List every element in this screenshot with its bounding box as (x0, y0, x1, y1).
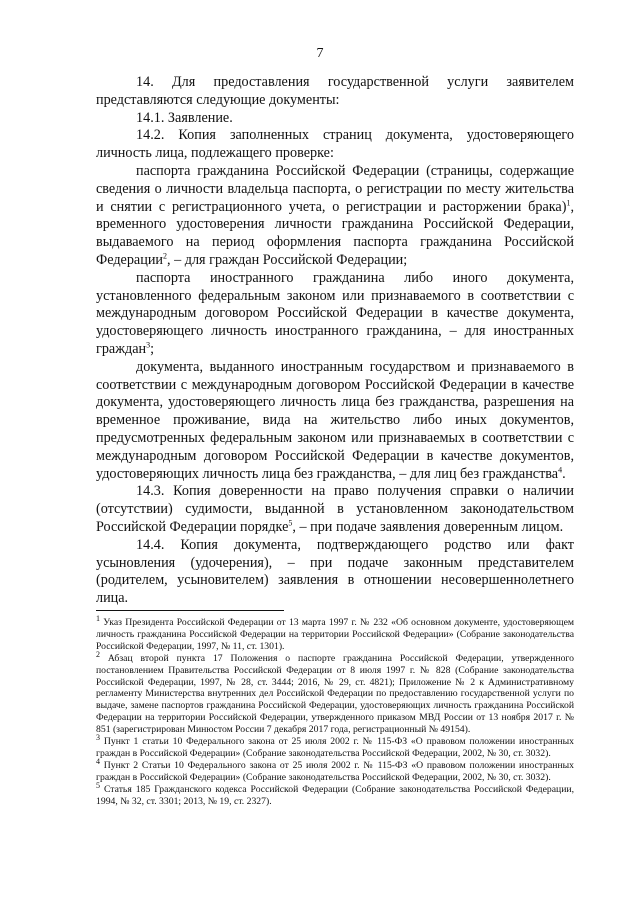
paragraph-stateless-document (96, 359, 574, 484)
paragraph-text: паспорта иностранного гражданина либо иного документа, установленного федеральным законом или признаваемого в соответствии с международным договором Российской Федерации в качестве документа, удостоверяющего личность иностранного гражданина, – для иностранных граждан (96, 269, 574, 357)
footnote-number: 2 (96, 649, 100, 659)
footnote-text: Абзац второй пункта 17 Положения о паспорте гражданина Российской Федерации, утвержденного постановлением Правительства Российской Федерации от 8 июля 1997 г. № 828 (Собрание законодательства Российской Федерации, 1997, № 28, ст. 3444; 2016, № 29, ст. 4821); Приложение № 2 к Административному регламенту Министерства внутренних дел Российской Федерации по предоставлению государственной услуги по выдаче, замене паспортов гражданина Российской Федерации, удостоверяющих личность гражданина Российской Федерации на территории Российской Федерации, утвержденного приказом МВД России от 13 ноября 2017 г. № 851 (зарегистрирован Минюстом России 7 декабря 2017 года, регистрационный № 49154). (96, 652, 574, 736)
paragraph-suffix: . (562, 465, 566, 482)
page-number: 7 (316, 46, 324, 61)
paragraph-14-1: 14.1. Заявление. (136, 109, 233, 126)
footnote-text: Пункт 1 статьи 10 Федерального закона от 25 июля 2002 г. № 115-ФЗ «О правовом положении иностранных граждан в Российской Федерации» (Собрание законодательства Российской Федерации, 2002, № 30, ст. 3032). (96, 736, 575, 759)
footnote-number: 5 (96, 780, 100, 790)
paragraph-14: 14. Для предоставления государственной услуги заявителем представляются следующие документы: (96, 74, 574, 108)
footnote-number: 3 (96, 732, 100, 742)
footnote-number: 1 (96, 613, 100, 623)
footnotes (96, 613, 575, 808)
paragraph-text: временного удостоверения личности гражданина Российской Федерации, выдаваемого на период оформления паспорта гражданина Российской Федерации (96, 216, 574, 268)
paragraph-suffix: ; (150, 340, 155, 357)
footnote-ref-2: 2 (163, 251, 168, 261)
paragraph-text: паспорта гражданина Российской Федерации (страницы, содержащие сведения о личности владельца паспорта, о регистрации по месту жительства и снятии с регистрационного учета, о регистрации и расторжении брака) (96, 162, 574, 215)
footnote-ref-4: 4 (558, 464, 563, 474)
footnote-5 (96, 780, 575, 808)
body-text (96, 74, 574, 608)
footnote-ref-5: 5 (288, 518, 293, 528)
footnote-2 (96, 649, 574, 736)
footnote-ref-3: 3 (146, 340, 151, 350)
footnote-text: Указ Президента Российской Федерации от 13 марта 1997 г. № 232 «Об основном документе, удостоверяющем личность гражданина Российской Федерации на территории Российской Федерации» (Собрание законодательства Российской Федерации, 1997, № 11, ст. 1301). (96, 617, 574, 652)
footnote-4 (96, 756, 574, 784)
paragraph-foreign-passport (96, 270, 574, 359)
paragraph-text: 14.3. Копия доверенности на право получения справки о наличии (отсутствии) судимости, выданной в установленном законодательством Российской Федерации порядке (96, 483, 574, 535)
paragraph-suffix: , – при подаче заявления доверенным лицом. (292, 518, 564, 535)
footnote-number: 4 (96, 756, 100, 766)
footnote-3 (96, 732, 575, 760)
paragraph-suffix: , – для граждан Российской Федерации; (167, 251, 408, 268)
paragraph-suffix: , (570, 198, 574, 215)
paragraph-14-3 (96, 483, 574, 536)
paragraph-14-2: 14.2. Копия заполненных страниц документа, удостоверяющего личность лица, подлежащего проверке: (96, 127, 574, 162)
paragraph-russian-passport (96, 163, 574, 270)
paragraph-text: документа, выданного иностранным государством и признаваемого в соответствии с международным договором Российской Федерации в качестве документа, удостоверяющего личность лица без гражданства, разрешения на временное проживание, вида на жительство либо иных документов, предусмотренных федеральным законом или признаваемых в соответствии с международным договором Российской Федерации в качестве документов, удостоверяющих личность лица без гражданства, – для лиц без гражданства (96, 358, 574, 482)
footnote-ref-1: 1 (566, 197, 571, 207)
footnote-text: Пункт 2 Статьи 10 Федерального закона от 25 июля 2002 г. № 115-ФЗ «О правовом положении иностранных граждан в Российской Федерации» (Собрание законодательства Российской Федерации, 2002, № 30, ст. 3032). (96, 759, 574, 783)
footnote-separator (96, 610, 284, 611)
paragraph-14-4: 14.4. Копия документа, подтверждающего родство или факт усыновления (удочерения), – при подаче законным представителем (родителем, усыновителем) заявления в отношении несовершеннолетнего лица. (96, 536, 574, 607)
footnote-1 (96, 613, 574, 653)
footnote-text: Статья 185 Гражданского кодекса Российской Федерации (Собрание законодательства Российской Федерации, 1994, № 32, ст. 3301; 2013, № 19, ст. 2327). (96, 783, 575, 807)
